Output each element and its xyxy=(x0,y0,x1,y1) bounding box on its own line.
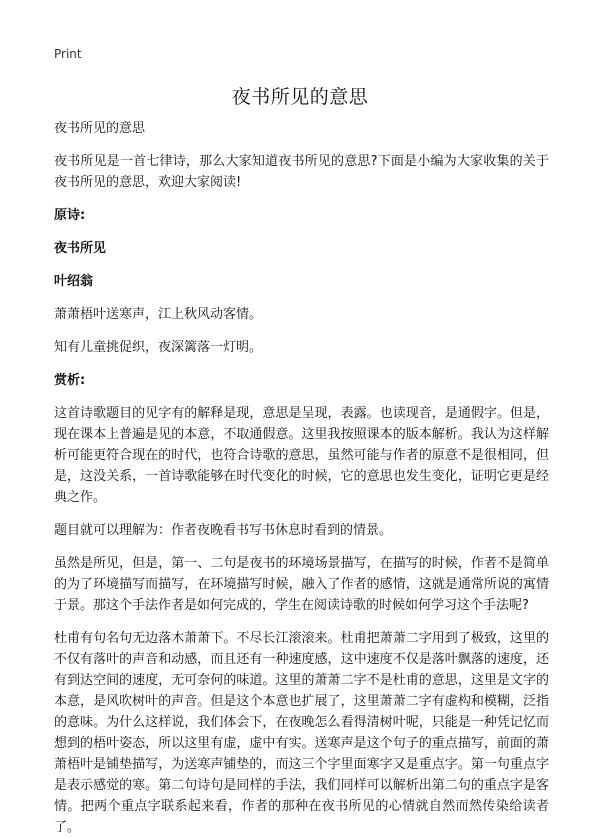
page-title: 夜书所见的意思 xyxy=(231,86,369,108)
article-body xyxy=(54,118,549,838)
appreciation-paragraph-1: 这首诗歌题目的见字有的解释是现，意思是呈现，表露。也读现音，是通假字。但是，现在课本上普遍是见的本意，不取通假意。这里我按照课本的版本解析。我认为这样解析可能更符合现在的时代，也符合诗歌的意思，虽然可能与作者的原意不是很相同，但是，这没关系，一首诗歌能够在时代变化的时候，它的意思也发生变化，证明它更是经典之作。 xyxy=(54,406,549,505)
poem-title: 夜书所见 xyxy=(54,241,107,256)
appreciation-paragraph-3: 虽然是所见，但是，第一、二句是夜书的环境场景描写，在描写的时候，作者不是简单的为了环境描写而描写，在环境描写时候，融入了作者的感情，这就是通常所说的寓情于景。那这个手法作者是如何完成的，学生在阅读诗歌的时候如何学习这个手法呢? xyxy=(54,556,549,613)
article-subtitle: 夜书所见的意思 xyxy=(54,121,146,136)
poem-line-1: 萧萧梧叶送寒声，江上秋风动客情。 xyxy=(54,307,263,322)
print-link[interactable]: Print xyxy=(54,47,82,61)
appreciation-heading: 赏析: xyxy=(54,373,86,388)
poem-author: 叶绍翁 xyxy=(54,274,94,289)
original-poem-heading: 原诗: xyxy=(54,208,86,223)
poem-line-2: 知有儿童挑促织，夜深篱落一灯明。 xyxy=(54,340,263,355)
appreciation-paragraph-4: 杜甫有句名句无边落木萧萧下。不尽长江滚滚来。杜甫把萧萧二字用到了极致，这里的不仅有落叶的声音和动感，而且还有一种速度感，这中速度不仅是落叶飘落的速度，还有到达空间的速度，无可奈何的味道。这里的萧萧二字不是杜甫的意思，这里是文字的本意，是风吹树叶的声音。但是这个本意也扩展了，这里萧萧二字有虚构和模糊，泛指的意味。为什么这样说，我们体会下，在夜晚怎么看得清树叶呢，只能是一种凭记忆而想到的梧叶姿态，所以这里有虚，虚中有实。送寒声是这个句子的重点描写，前面的萧萧梧叶是铺垫描写，为送寒声铺垫的，而这三个字里面寒字又是重点字。第一句重点字是表示感觉的寒。第二句诗句是同样的手法，我们同样可以解析出第二句的重点字是客情。把两个重点字联系起来看，作者的那种在夜书所见的心情就自然而然传染给读者了。 xyxy=(54,631,549,835)
intro-paragraph: 夜书所见是一首七律诗，那么大家知道夜书所见的意思?下面是小编为大家收集的关于夜书所见的意思，欢迎大家阅读! xyxy=(54,154,549,190)
appreciation-paragraph-2: 题目就可以理解为：作者夜晚看书写书休息时看到的情景。 xyxy=(54,523,393,538)
